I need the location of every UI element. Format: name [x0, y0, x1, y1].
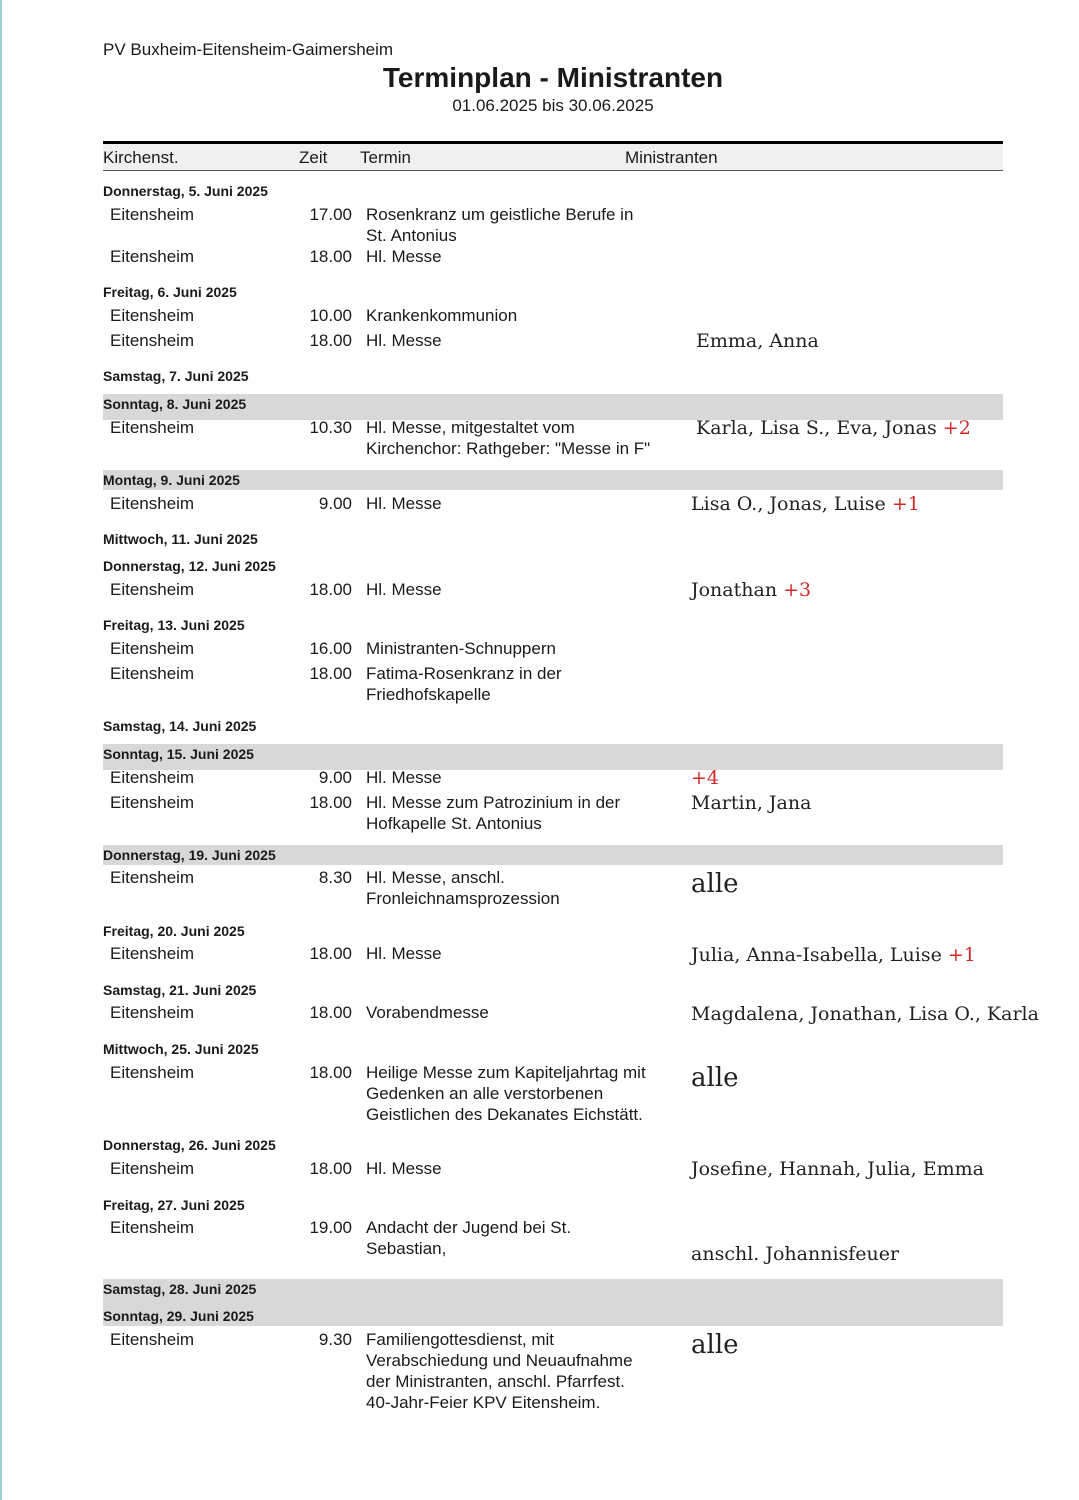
event-church: Eitensheim	[110, 868, 195, 887]
day-header: Freitag, 6. Juni 2025	[103, 284, 237, 300]
event-church: Eitensheim	[110, 418, 195, 437]
event-church: Eitensheim	[110, 1063, 195, 1082]
ministranten-extra-count: +1	[891, 493, 920, 515]
event-church: Eitensheim	[110, 664, 195, 683]
event-description: Fatima-Rosenkranz in der Friedhofskapelle	[366, 664, 562, 704]
ministranten-names: alle	[691, 1063, 739, 1093]
day-header: Mittwoch, 11. Juni 2025	[103, 531, 258, 547]
event-time: 18.00	[309, 944, 352, 963]
ministranten-entry	[691, 1158, 984, 1180]
event-time: 18.00	[309, 793, 352, 812]
event-church: Eitensheim	[110, 1003, 195, 1022]
event-church: Eitensheim	[110, 1218, 195, 1237]
event-church: Eitensheim	[110, 944, 195, 963]
ministranten-names: alle	[691, 1330, 739, 1360]
ministranten-entry	[691, 767, 719, 789]
event-time: 10.30	[309, 418, 352, 437]
event-description: Hl. Messe, mitgestaltet vom Kirchenchor: Rathgeber: "Messe in F"	[366, 418, 651, 458]
day-header: Donnerstag, 19. Juni 2025	[103, 845, 1003, 865]
table-header	[103, 141, 1003, 171]
page-edge	[0, 0, 2, 1500]
column-header-zeit: Zeit	[299, 148, 328, 167]
event-church: Eitensheim	[110, 639, 195, 658]
organization-name: PV Buxheim-Eitensheim-Gaimersheim	[103, 40, 394, 59]
event-time: 19.00	[309, 1218, 352, 1237]
event-time: 16.00	[309, 639, 352, 658]
day-header: Samstag, 14. Juni 2025	[103, 718, 257, 734]
day-header: Sonntag, 8. Juni 2025	[103, 394, 1003, 420]
date-range: 01.06.2025 bis 30.06.2025	[452, 96, 654, 115]
event-description: Hl. Messe	[366, 1159, 442, 1178]
event-description: Hl. Messe	[366, 331, 442, 350]
event-description: Andacht der Jugend bei St. Sebastian,	[366, 1218, 572, 1258]
event-description: Familiengottesdienst, mit Verabschiedung und Neuaufnahme der Ministranten, anschl. Pfarrfest. 40-Jahr-Feier KPV Eitensheim.	[366, 1330, 633, 1412]
event-time: 10.00	[309, 306, 352, 325]
event-time: 9.30	[318, 1330, 352, 1349]
day-header: Samstag, 7. Juni 2025	[103, 368, 249, 384]
day-header: Montag, 9. Juni 2025	[103, 470, 1003, 490]
ministranten-entry	[691, 944, 976, 966]
ministranten-names: Jonathan	[691, 579, 778, 601]
ministranten-entry	[696, 330, 819, 352]
event-church: Eitensheim	[110, 580, 195, 599]
ministranten-names: Karla, Lisa S., Eva, Jonas	[696, 417, 937, 439]
ministranten-entry	[696, 417, 971, 439]
ministranten-extra-count: +3	[783, 579, 812, 601]
event-time: 9.00	[318, 768, 352, 787]
column-header-kirchenst: Kirchenst.	[103, 148, 179, 167]
day-header: Donnerstag, 12. Juni 2025	[103, 558, 276, 574]
event-church: Eitensheim	[110, 793, 195, 812]
ministranten-names: Magdalena, Jonathan, Lisa O., Karla	[691, 1003, 1039, 1025]
event-description: Hl. Messe	[366, 247, 442, 266]
event-church: Eitensheim	[110, 1330, 195, 1349]
ministranten-entry	[691, 1063, 739, 1093]
event-time: 18.00	[309, 1003, 352, 1022]
event-time: 18.00	[309, 247, 352, 266]
ministranten-extra-count: +4	[691, 767, 720, 789]
event-time: 9.00	[318, 494, 352, 513]
event-description: Krankenkommunion	[366, 306, 518, 325]
day-header: Samstag, 21. Juni 2025	[103, 982, 257, 998]
ministranten-entry	[691, 493, 920, 515]
day-header: Freitag, 20. Juni 2025	[103, 923, 245, 939]
day-header: Mittwoch, 25. Juni 2025	[103, 1041, 259, 1057]
event-description: Heilige Messe zum Kapiteljahrtag mit Gedenken an alle verstorbenen Geistlichen des Dekanates Eichstätt.	[366, 1063, 646, 1124]
day-header: Freitag, 27. Juni 2025	[103, 1197, 245, 1213]
event-description: Hl. Messe zum Patrozinium in der Hofkapelle St. Antonius	[366, 793, 621, 833]
event-time: 18.00	[309, 664, 352, 683]
event-church: Eitensheim	[110, 306, 195, 325]
event-description: Vorabendmesse	[366, 1003, 489, 1022]
ministranten-entry	[691, 869, 739, 899]
ministranten-names: Julia, Anna-Isabella, Luise	[691, 944, 942, 966]
ministranten-names: Emma, Anna	[696, 330, 819, 352]
ministranten-entry	[691, 1003, 1039, 1025]
column-header-ministranten: Ministranten	[625, 148, 718, 167]
event-church: Eitensheim	[110, 205, 195, 224]
ministranten-entry	[691, 1330, 739, 1360]
event-time: 18.00	[309, 580, 352, 599]
event-church: Eitensheim	[110, 768, 195, 787]
day-header: Sonntag, 15. Juni 2025	[103, 744, 1003, 770]
ministranten-extra-count: +2	[942, 417, 971, 439]
ministranten-entry	[691, 1243, 899, 1265]
ministranten-names: alle	[691, 869, 739, 899]
ministranten-names: Lisa O., Jonas, Luise	[691, 493, 886, 515]
day-header: Freitag, 13. Juni 2025	[103, 617, 245, 633]
day-header: Samstag, 28. Juni 2025	[103, 1279, 1003, 1326]
event-time: 18.00	[309, 1063, 352, 1082]
event-description: Hl. Messe	[366, 580, 442, 599]
event-description: Hl. Messe	[366, 768, 442, 787]
event-description: Hl. Messe	[366, 494, 442, 513]
column-header-termin: Termin	[360, 148, 412, 167]
event-church: Eitensheim	[110, 494, 195, 513]
ministranten-entry	[691, 579, 811, 601]
event-description: Ministranten-Schnuppern	[366, 639, 556, 658]
page-title: Terminplan - Ministranten	[382, 62, 724, 93]
event-time: 18.00	[309, 1159, 352, 1178]
day-header: Sonntag, 29. Juni 2025	[103, 1306, 1003, 1326]
event-church: Eitensheim	[110, 331, 195, 350]
ministranten-names: Martin, Jana	[691, 792, 812, 814]
event-description: Hl. Messe, anschl. Fronleichnamsprozession	[366, 868, 560, 908]
ministranten-names: Josefine, Hannah, Julia, Emma	[691, 1158, 984, 1180]
event-description: Hl. Messe	[366, 944, 442, 963]
event-church: Eitensheim	[110, 1159, 195, 1178]
ministranten-entry	[691, 792, 811, 814]
event-church: Eitensheim	[110, 247, 195, 266]
day-header: Donnerstag, 5. Juni 2025	[103, 183, 268, 199]
day-header: Donnerstag, 26. Juni 2025	[103, 1137, 276, 1153]
event-description: Rosenkranz um geistliche Berufe in St. Antonius	[366, 205, 634, 245]
ministranten-extra-count: +1	[947, 944, 976, 966]
event-time: 8.30	[318, 868, 352, 887]
event-time: 18.00	[309, 331, 352, 350]
ministranten-names: anschl. Johannisfeuer	[691, 1243, 900, 1265]
event-time: 17.00	[309, 205, 352, 224]
